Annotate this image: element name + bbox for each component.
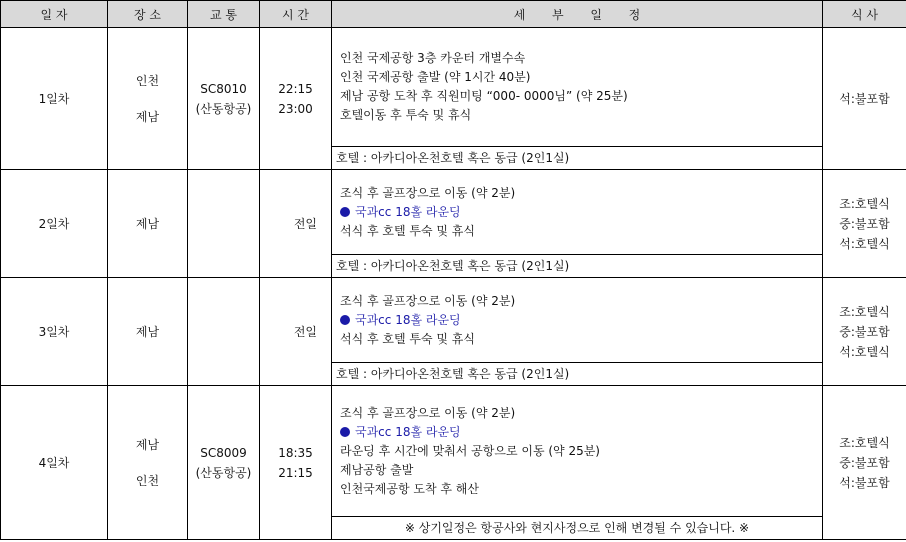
- schedule-lines: [332, 278, 822, 362]
- schedule-item: [340, 184, 814, 203]
- schedule-item: [340, 423, 814, 442]
- place-cell-line: 제남: [135, 109, 160, 124]
- schedule-item: [340, 222, 814, 241]
- schedule-item-text: 제남 공항 도착 후 직원미팅 “000- 0000님” (약 25분): [340, 89, 628, 103]
- schedule-item-text: 조식 후 골프장으로 이동 (약 2분): [340, 293, 516, 308]
- schedule-item-text: 조식 후 골프장으로 이동 (약 2분): [340, 405, 516, 420]
- header-transport: 교 통: [188, 1, 260, 28]
- schedule-lines: [332, 386, 822, 516]
- place-cell-line: 제남: [135, 437, 160, 452]
- meal-cell-line: 석:불포함: [839, 91, 890, 106]
- day-label: 4일차: [1, 386, 108, 540]
- meal-cell: [823, 386, 906, 540]
- schedule-item-text: 인천 국제공항 3층 카운터 개별수속: [340, 51, 526, 65]
- schedule-item: [340, 292, 814, 311]
- schedule-item-text: 국과cc 18홀 라운딩: [355, 424, 461, 439]
- day-label: 3일차: [1, 278, 108, 386]
- schedule-item: [340, 311, 814, 330]
- header-meals: 식 사: [823, 1, 906, 28]
- place-cell: [108, 28, 188, 170]
- meal-cell-line: 조:호텔식: [839, 435, 890, 450]
- hotel-info: 호텔 : 아카디아온천호텔 혹은 동급 (2인1실): [332, 254, 822, 277]
- place-cell: [108, 278, 188, 386]
- time-cell-line: 21:15: [278, 465, 313, 480]
- schedule-cell: [332, 386, 823, 540]
- schedule-cell: [332, 278, 823, 386]
- transport-cell-line: (산동항공): [195, 101, 252, 116]
- transport-cell-line: SC8009: [200, 445, 247, 460]
- schedule-item-text: 인천국제공항 도착 후 해산: [340, 481, 479, 496]
- schedule-item-text: 호텔이동 후 투숙 및 휴식: [340, 108, 472, 122]
- day-row: [1, 278, 906, 386]
- meal-cell-line: 중:불포함: [839, 324, 890, 339]
- bullet-dot-icon: [340, 427, 350, 437]
- meal-cell: [823, 278, 906, 386]
- time-cell: [260, 386, 332, 540]
- transport-cell: [188, 28, 260, 170]
- schedule-item-text: 라운딩 후 시간에 맞춰서 공항으로 이동 (약 25분): [340, 443, 600, 458]
- schedule-item-text: 석식 후 호텔 투숙 및 휴식: [340, 331, 475, 346]
- place-cell-line: 제남: [135, 216, 160, 231]
- meal-cell: [823, 170, 906, 278]
- bullet-dot-icon: [340, 207, 350, 217]
- transport-cell-line: SC8010: [200, 81, 247, 96]
- place-cell-line: 인천: [135, 473, 160, 488]
- meal-cell-line: 석:호텔식: [839, 344, 890, 359]
- meal-cell-line: 조:호텔식: [839, 304, 890, 319]
- header-row: [1, 1, 906, 28]
- schedule-item-text: 국과cc 18홀 라운딩: [355, 312, 461, 327]
- meal-cell-line: 석:불포함: [839, 475, 890, 490]
- schedule-item: [340, 203, 814, 222]
- meal-cell-line: 중:불포함: [839, 455, 890, 470]
- schedule-cell: [332, 28, 823, 170]
- day-row: [1, 170, 906, 278]
- notice-text: ※ 상기일정은 항공사와 현지사정으로 인해 변경될 수 있습니다. ※: [332, 516, 822, 539]
- schedule-item-text: 제남공항 출발: [340, 462, 414, 477]
- transport-cell: [188, 386, 260, 540]
- hotel-info: 호텔 : 아카디아온천호텔 혹은 동급 (2인1실): [332, 146, 822, 169]
- place-cell-line: 인천: [135, 73, 160, 88]
- day-row: [1, 386, 906, 540]
- schedule-item: [340, 106, 814, 125]
- schedule-item-text: 석식 후 호텔 투숙 및 휴식: [340, 223, 475, 238]
- schedule-item: [340, 404, 814, 423]
- time-cell-line: 23:00: [278, 101, 313, 116]
- schedule-item-text: 조식 후 골프장으로 이동 (약 2분): [340, 185, 516, 200]
- day-label: 1일차: [1, 28, 108, 170]
- header-day: 일 자: [1, 1, 108, 28]
- place-cell: [108, 170, 188, 278]
- time-cell: [260, 278, 332, 386]
- transport-cell: [188, 278, 260, 386]
- schedule-item: [340, 68, 814, 87]
- bullet-dot-icon: [340, 315, 350, 325]
- time-cell-line: 18:35: [278, 445, 313, 460]
- place-cell-line: 제남: [135, 324, 160, 339]
- meal-cell-line: 석:호텔식: [839, 236, 890, 251]
- header-time: 시 간: [260, 1, 332, 28]
- meal-cell: [823, 28, 906, 170]
- hotel-info: 호텔 : 아카디아온천호텔 혹은 동급 (2인1실): [332, 362, 822, 385]
- time-cell: [260, 170, 332, 278]
- day-label: 2일차: [1, 170, 108, 278]
- time-cell: [260, 28, 332, 170]
- meal-cell-line: 중:불포함: [839, 216, 890, 231]
- schedule-item: [340, 442, 814, 461]
- schedule-item-text: 국과cc 18홀 라운딩: [355, 204, 461, 219]
- header-place: 장 소: [108, 1, 188, 28]
- time-cell-line: 전일: [293, 324, 317, 339]
- schedule-item-text: 인천 국제공항 출발 (약 1시간 40분): [340, 70, 531, 84]
- schedule-item: [340, 49, 814, 68]
- time-cell-line: 22:15: [278, 81, 313, 96]
- schedule-lines: [332, 28, 822, 146]
- day-row: [1, 28, 906, 170]
- meal-cell-line: 조:호텔식: [839, 196, 890, 211]
- time-cell-line: 전일: [293, 216, 317, 231]
- schedule-lines: [332, 170, 822, 254]
- header-schedule: 세 부 일 정: [332, 1, 823, 28]
- transport-cell-line: (산동항공): [195, 465, 252, 480]
- schedule-item: [340, 480, 814, 499]
- schedule-item: [340, 330, 814, 349]
- transport-cell: [188, 170, 260, 278]
- schedule-item: [340, 87, 814, 106]
- schedule-cell: [332, 170, 823, 278]
- schedule-item: [340, 461, 814, 480]
- place-cell: [108, 386, 188, 540]
